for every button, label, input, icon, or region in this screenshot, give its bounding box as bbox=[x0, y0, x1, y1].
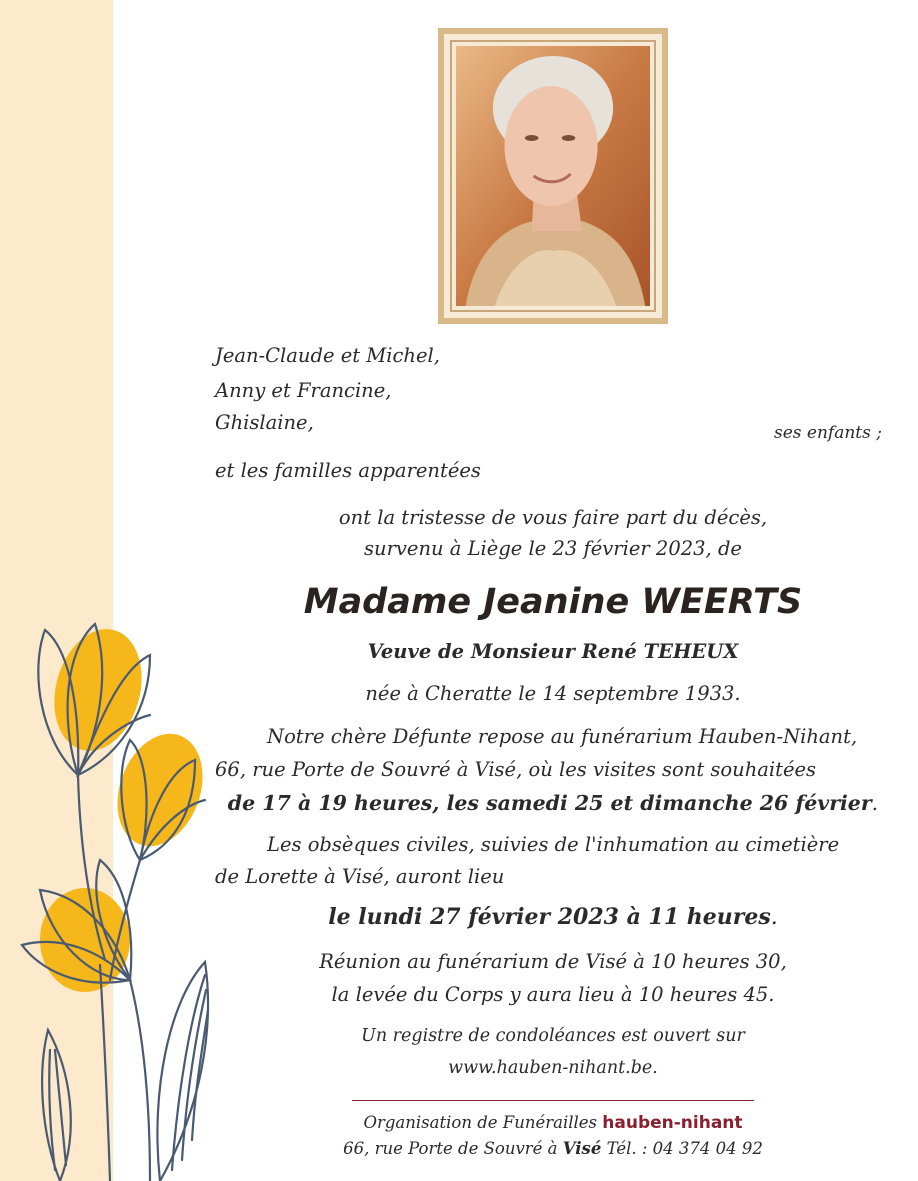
yellow-petal-low bbox=[40, 888, 130, 992]
ceremony-line-2: de Lorette à Visé, auront lieu bbox=[215, 865, 505, 888]
visitation-hours-end: . bbox=[871, 791, 879, 815]
meeting-line-2: la levée du Corps y aura lieu à 10 heures 45. bbox=[331, 983, 775, 1006]
family-line-3: Ghislaine, bbox=[215, 411, 314, 434]
portrait-frame bbox=[438, 28, 668, 324]
footer-address-row bbox=[200, 1141, 906, 1158]
ceremony-line-1: Les obsèques civiles, suivies de l'inhumation au cimetière bbox=[267, 833, 840, 856]
family-role: ses enfants ; bbox=[774, 423, 882, 443]
meeting-line-1: Réunion au funérarium de Visé à 10 heures 30, bbox=[319, 950, 787, 973]
visitation-hours-row bbox=[200, 793, 906, 814]
footer-phone: Tél. : 04 374 04 92 bbox=[606, 1139, 763, 1158]
portrait-border bbox=[450, 40, 656, 312]
condolences-website[interactable]: www.hauben-nihant.be. bbox=[448, 1058, 658, 1078]
announcement-line-2: survenu à Liège le 23 février 2023, de bbox=[364, 537, 742, 560]
portrait-photo bbox=[456, 46, 650, 306]
ceremony-date-row bbox=[200, 906, 906, 929]
footer-org-row bbox=[200, 1115, 906, 1132]
ceremony-date-end: . bbox=[770, 905, 778, 930]
yellow-petal-top bbox=[41, 619, 154, 761]
visitation-hours: de 17 à 19 heures, les samedi 25 et dimanche 26 février bbox=[227, 791, 872, 815]
footer-divider bbox=[352, 1100, 754, 1101]
footer-city: Visé bbox=[562, 1139, 602, 1158]
visitation-line-1: Notre chère Défunte repose au funérarium Hauben-Nihant, bbox=[267, 725, 858, 748]
deceased-spouse: Veuve de Monsieur René TEHEUX bbox=[367, 640, 739, 663]
footer-address: 66, rue Porte de Souvré à bbox=[343, 1139, 558, 1158]
visitation-line-2: 66, rue Porte de Souvré à Visé, où les visites sont souhaitées bbox=[215, 758, 817, 781]
deceased-birth: née à Cheratte le 14 septembre 1933. bbox=[365, 682, 741, 705]
family-line-1: Jean-Claude et Michel, bbox=[215, 344, 440, 367]
ceremony-date: le lundi 27 février 2023 à 11 heures bbox=[328, 904, 771, 930]
deceased-name: Madame Jeanine WEERTS bbox=[303, 582, 803, 622]
footer-brand-logo: hauben-nihant bbox=[602, 1113, 743, 1133]
footer-org: Organisation de Funérailles bbox=[363, 1113, 598, 1132]
portrait-mat bbox=[444, 34, 662, 318]
family-line-4: et les familles apparentées bbox=[215, 459, 481, 482]
announcement-line-1: ont la tristesse de vous faire part du décès, bbox=[338, 506, 768, 529]
family-line-2: Anny et Francine, bbox=[215, 379, 392, 402]
condolences-line-1: Un registre de condoléances est ouvert sur bbox=[361, 1026, 745, 1046]
